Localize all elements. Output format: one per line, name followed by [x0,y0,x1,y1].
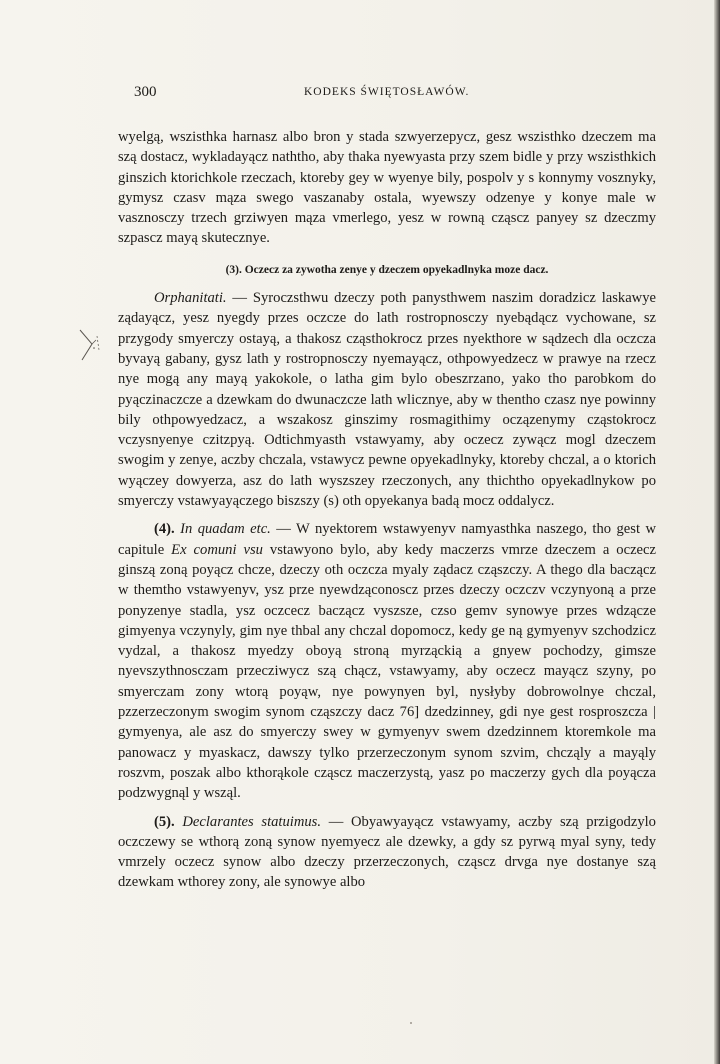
paragraph-continued: wyelgą, wszisthka harnasz albo bron y stada szwyerzepycz, gesz wszisthko dzeczem ma szą dostacz, wykladayącz naththo, aby thaka nyewyasta przy szem bidle y przy wszisthkich ginszich ktorichkole rzeczach, ktoreby gey w wyenye bily, pospolv y s konnymy vosznyky, gymysz czasv mąza swego vaszanaby ostala, wyewszy odzenye y konye male w vasznosczy trzech grziwyen mąza vmerlego, yesz w rowną cząscz panyey sz dzeczmy szpascz mayą skutecznye. [118,129,656,247]
section-3-text: — Syroczsthwu dzeczy poth panysthwem naszim doradzicz laskawye ządayącz, yesz nyegdy przes oczcze do lath rostropnosczy nyebądącz vychowane, sz przygody smyerczy ostayą, a thakosz cząsthokrocz przes nyekthore w sądzech dla oczcza byvayą gabany, gysz lath y rostropnosczy nyemayącz, othpowyedzecz w prawye na rzecz nye mogą any mayą yakokole, o latha gim bylo obeszrzano, yako tho parobkom do pyączinaczcze a dzewkam do dwunaczcze lath wlicznye, aby w thentho czasz nye powinny bily othpowyedzacz, a wszakosz ginszimy rosmagithimy oczązenymy cząstokrocz vczysnyenye czitzpyą. Odtichmyasth vstawyamy, aby oczecz zywącz mogl dzeczem swogim y zenye, aczby chczala, vstawycz pewne opyekadlnyky, ktoreby chczal, a o ktorich wyączey dowyerza, asz do lath wyszszey rzeczonych, any thichtho opyekadlnykow po smyerczy vstawyayączego biszszy (s) oth opyekanya badą mocz oddalycz. [118,290,656,510]
section-5-text: — Obyawyayącz vstawyamy, aczby szą przigodzylo oczczewy se wthorą zoną synow nyemyecz ale dzewky, a gdy sz pyrwą myal syny, tedy vmrzely oczecz synow albo dzeczy przerzeczonych, cząscz drvga nye dostanye szą dzewkam wthorey zony, ale synowye albo [118,813,656,891]
section-3-paragraph [118,288,656,511]
page-body [118,127,656,893]
section-3-lead: Orphanitati. [154,290,227,307]
handwritten-margin-mark [78,326,102,362]
page-header [134,84,654,108]
section-4-lead: In quadam etc. [180,521,271,538]
section-4-paragraph [118,519,656,803]
running-title: KODEKS ŚWIĘTOSŁAWÓW. [304,86,470,98]
section-4-text-b: vstawyono bylo, aby kedy maczerzs vmrze dzeczem a oczecz ginszą zoną poyącz chcze, dzeczy oth oczcza myaly ządacz cząszczy. A thego dla baczącz w themtho vstawyenyv, ysz prze nyewdząconoscz przes dzeczy oczczv vczynyoną a prze ponyzenye stadla, ysz oczcecz baczącz vyszsze, czso gemv synowye przes wdzącze gimyenya vczynyly, gim nye thbal any chczal dopomocz, kedy ge ną gymyenyv szchodzicz vydzal, a thakosz myedzy oboyą stroną myrząckią a gnyew pochodzy, gimsze nyevszythnosczam przecziwycz szą chącz, vstawyamy, aby oczecz mayącz szyny, po smyerczam zony wtorą poyąw, nye powynyen byl, nysłyby dobrowolnye chczal, pzzerzeczonym swogim synom cząszczy dacz 76] dzedzinney, gdi nye gest rosproszcza | gymyenya, ale asz do smyerczy swey w gymyenyv swem dzedzinnem ktoremkole ma panowacz y myaskacz, dawszy tylko przerzeczonym synom szvim, chcząly a mayąly roszvm, poszak albo kthorąkole cząscz maczerzystą, yasz po maczerzy gych dla poyącza podzwygnąl y wsząl. [118,541,656,802]
paper-speck [410,1022,412,1024]
section-4-text-a: — W nyektorem wstawyenyv namyasthka naszego, tho gest w capitule [118,521,656,558]
book-spine-edge [714,0,720,1064]
section-4-number: (4). [154,521,175,538]
section-5-lead: Declarantes statuimus. [182,813,322,830]
section-4-citation: Ex comuni vsu [171,541,263,558]
section-3-title: (3). Oczecz za zywotha zenye y dzeczem opyekadlnyka moze dacz. [225,263,549,276]
section-5-paragraph [118,812,656,893]
section-5-number: (5). [154,813,175,830]
page-number: 300 [134,84,157,100]
